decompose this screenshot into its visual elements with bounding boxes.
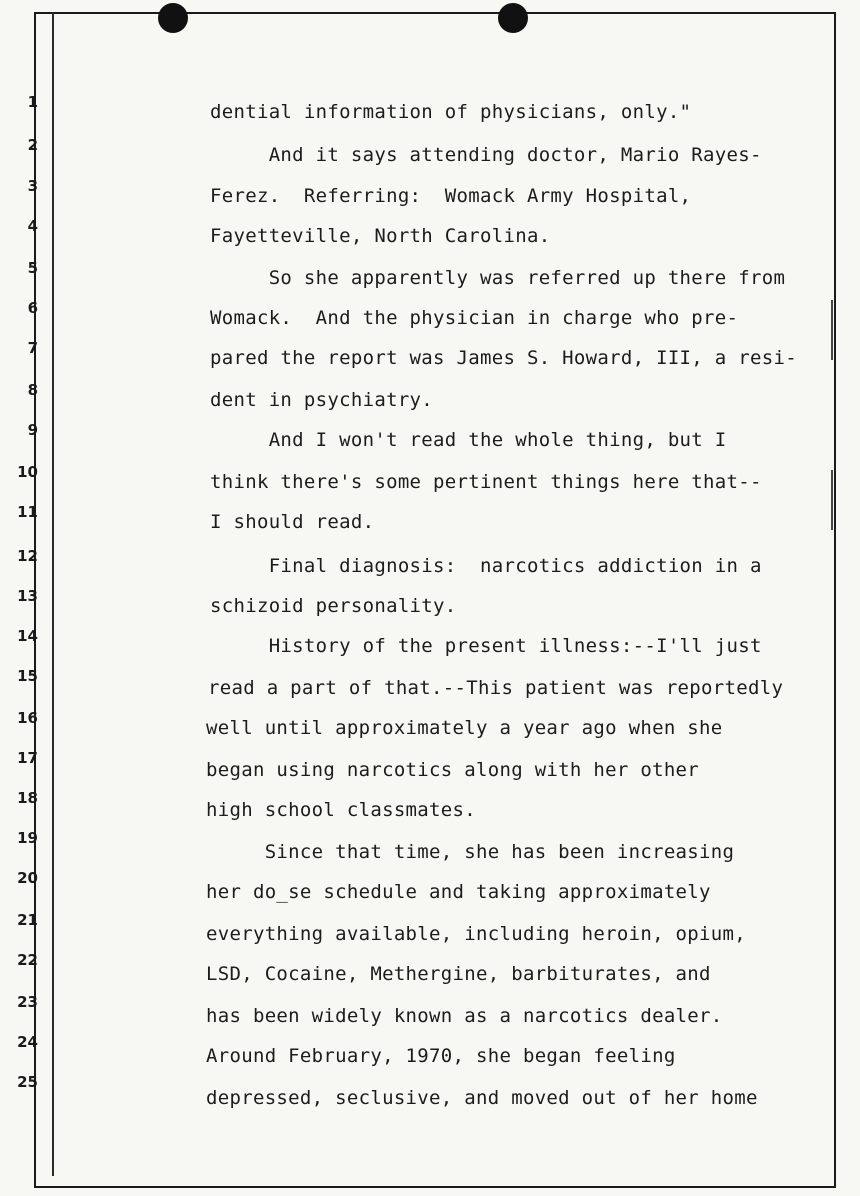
line-number: 5 [27,259,38,277]
transcript-line: And I won't read the whole thing, but I [210,429,727,451]
line-number: 15 [17,667,38,685]
line-number: 24 [17,1033,38,1051]
transcript-line: depressed, seclusive, and moved out of her home [206,1087,758,1109]
transcript-line: Womack. And the physician in charge who pre- [210,307,739,329]
line-number: 18 [17,789,38,807]
transcript-line: her do_se schedule and taking approximately [206,881,711,903]
line-number: 4 [27,217,38,235]
transcript-line: And it says attending doctor, Mario Rayes- [210,144,762,166]
line-number: 10 [17,463,38,481]
line-number: 17 [17,749,38,767]
binder-hole-right [498,3,528,33]
binder-hole-left [158,3,188,33]
transcript-line: think there's some pertinent things here that-- [210,471,762,493]
line-number: 16 [17,709,38,727]
line-number: 25 [17,1073,38,1091]
transcript-line: History of the present illness:--I'll just [210,635,762,657]
transcript-line: high school classmates. [206,799,476,821]
line-number: 21 [17,911,38,929]
right-margin-mark [831,300,833,360]
transcript-line: dential information of physicians, only." [210,101,692,123]
right-margin-mark [831,470,833,530]
line-number: 2 [27,136,38,154]
line-number: 19 [17,829,38,847]
line-number: 11 [17,503,38,521]
transcript-line: everything available, including heroin, opium, [206,923,746,945]
left-margin-rule [52,12,54,1176]
transcript-line: Ferez. Referring: Womack Army Hospital, [210,185,692,207]
transcript-line: dent in psychiatry. [210,389,434,411]
line-number: 13 [17,587,38,605]
line-number: 14 [17,627,38,645]
line-number: 8 [27,381,38,399]
line-number: 3 [27,177,38,195]
line-number: 20 [17,869,38,887]
transcript-line: I should read. [210,511,375,533]
transcript-line: Fayetteville, North Carolina. [210,225,551,247]
transcript-line: read a part of that.--This patient was reportedly [208,677,784,699]
line-number: 6 [27,299,38,317]
transcript-line: well until approximately a year ago when she [206,717,723,739]
line-number: 7 [27,339,38,357]
transcript-line: LSD, Cocaine, Methergine, barbiturates, and [206,963,711,985]
transcript-line: began using narcotics along with her other [206,759,700,781]
line-number: 1 [27,93,38,111]
line-number: 23 [17,993,38,1011]
line-number: 9 [27,421,38,439]
transcript-line: has been widely known as a narcotics dealer. [206,1005,723,1027]
transcript-line: Since that time, she has been increasing [206,841,735,863]
transcript-line: So she apparently was referred up there from [210,267,786,289]
line-number: 12 [17,547,38,565]
transcript-line: pared the report was James S. Howard, III, a resi- [210,347,797,369]
transcript-line: schizoid personality. [210,595,457,617]
transcript-line: Final diagnosis: narcotics addiction in a [210,555,762,577]
transcript-line: Around February, 1970, she began feeling [206,1045,676,1067]
line-number: 22 [17,951,38,969]
